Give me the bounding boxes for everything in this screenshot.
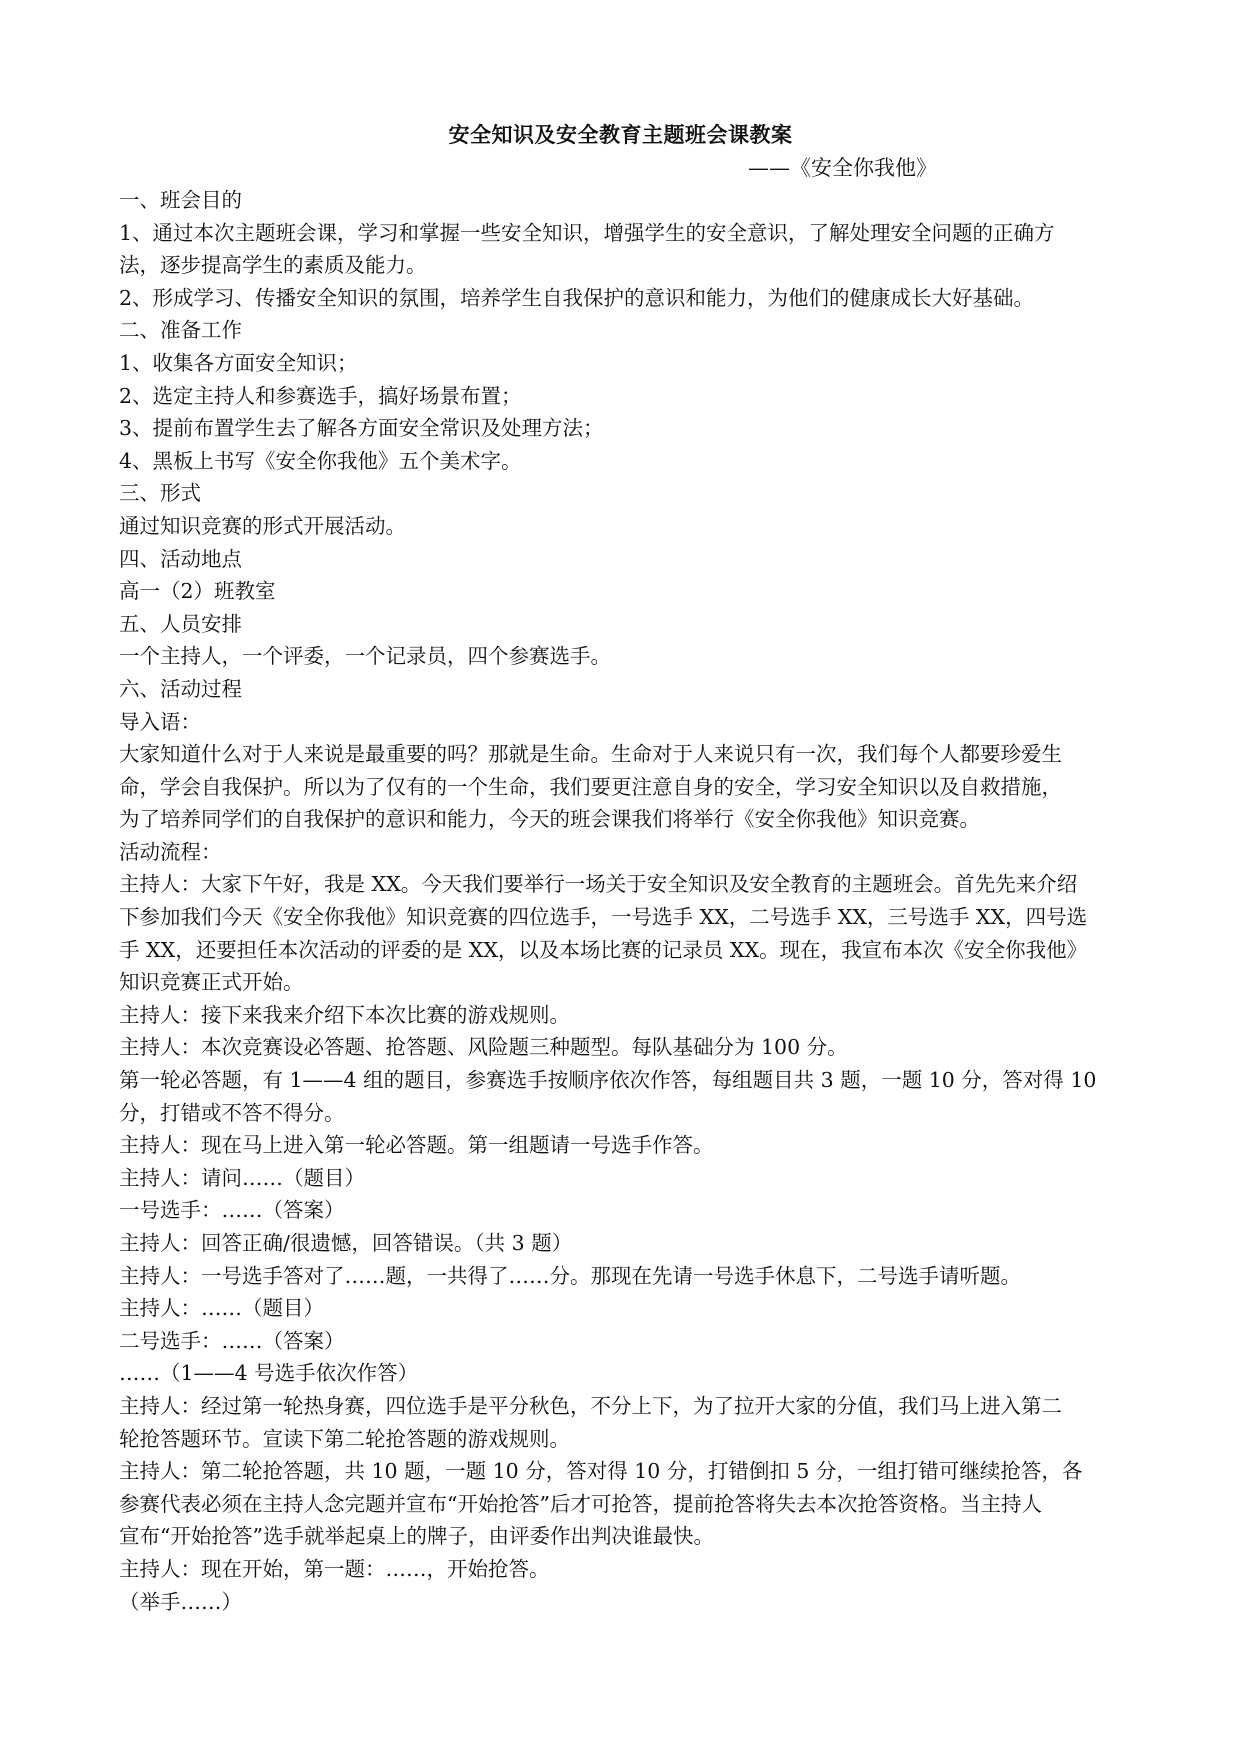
paragraph-line: 主持人：回答正确/很遗憾，回答错误。（共 3 题） (119, 1231, 573, 1255)
heading-location: 四、活动地点 (119, 546, 242, 571)
paragraph-line: 主持人：大家下午好，我是 XX。今天我们要举行一场关于安全知识及安全教育的主题班会。首先先来介绍 (119, 872, 1078, 897)
paragraph-line: 宣布“开始抢答”选手就举起桌上的牌子，由评委作出判决谁最快。 (119, 1524, 714, 1549)
paragraph-line: 一号选手：……（答案） (119, 1198, 345, 1223)
paragraph-line: 1、通过本次主题班会课，学习和掌握一些安全知识，增强学生的安全意识，了解处理安全问题的正确方 (119, 220, 1055, 245)
paragraph-line: 二号选手：……（答案） (119, 1328, 345, 1353)
paragraph-line: 知识竞赛正式开始。 (119, 970, 304, 995)
heading-objective: 一、班会目的 (119, 188, 242, 212)
paragraph-line: 4、黑板上书写《安全你我他》五个美术字。 (119, 448, 522, 473)
paragraph-line: 主持人：经过第一轮热身赛，四位选手是平分秋色，不分上下，为了拉开大家的分值，我们马上进入第二 (119, 1393, 1062, 1418)
paragraph-line: 通过知识竞赛的形式开展活动。 (119, 513, 406, 538)
paragraph-line: 法，逐步提高学生的素质及能力。 (119, 253, 427, 278)
paragraph-line: 主持人：一号选手答对了……题，一共得了……分。那现在先请一号选手休息下，二号选手请听题。 (119, 1263, 1021, 1288)
paragraph-line: 主持人：现在马上进入第一轮必答题。第一组题请一号选手作答。 (119, 1133, 714, 1158)
paragraph-line: 大家知道什么对于人来说是最重要的吗？那就是生命。生命对于人来说只有一次，我们每个人都要珍爱生 (119, 742, 1062, 767)
paragraph-line: 轮抢答题环节。宣读下第二轮抢答题的游戏规则。 (119, 1426, 570, 1451)
heading-process: 六、活动过程 (119, 676, 242, 701)
document-body (119, 184, 1127, 1618)
paragraph-line: 主持人：本次竞赛设必答题、抢答题、风险题三种题型。每队基础分为 100 分。 (119, 1035, 848, 1060)
paragraph-line: 活动流程： (119, 839, 222, 864)
heading-staffing: 五、人员安排 (119, 611, 242, 636)
paragraph-line: 导入语： (119, 709, 201, 734)
heading-format: 三、形式 (119, 481, 201, 506)
heading-preparation: 二、准备工作 (119, 318, 242, 343)
paragraph-line: 分，打错或不答不得分。 (119, 1100, 345, 1125)
paragraph-line: 主持人：接下来我来介绍下本次比赛的游戏规则。 (119, 1002, 570, 1027)
paragraph-line: 手 XX，还要担任本次活动的评委的是 XX，以及本场比赛的记录员 XX。现在，我宣布本次《安全你我他》 (119, 937, 1088, 962)
paragraph-line: 主持人：第二轮抢答题，共 10 题，一题 10 分，答对得 10 分，打错倒扣 5 分，一组打错可继续抢答，各 (119, 1459, 1083, 1484)
document-subtitle: ——《安全你我他》 (748, 156, 937, 180)
document-title: 安全知识及安全教育主题班会课教案 (448, 122, 793, 147)
paragraph-line: 主持人：请问……（题目） (119, 1165, 365, 1190)
paragraph-line: 一个主持人，一个评委，一个记录员，四个参赛选手。 (119, 644, 611, 669)
paragraph-line: 第一轮必答题，有 1——4 组的题目，参赛选手按顺序依次作答，每组题目共 3 题，一题 10 分，答对得 10 (119, 1068, 1097, 1093)
paragraph-line: 下参加我们今天《安全你我他》知识竞赛的四位选手，一号选手 XX，二号选手 XX，三号选手 XX，四号选 (119, 905, 1088, 930)
paragraph-line: 为了培养同学们的自我保护的意识和能力，今天的班会课我们将举行《安全你我他》知识竞赛。 (119, 807, 980, 832)
paragraph-line: ……（1——4 号选手依次作答） (119, 1361, 419, 1386)
paragraph-line: 命，学会自我保护。所以为了仅有的一个生命，我们要更注意自身的安全，学习安全知识以及自救措施， (119, 774, 1062, 799)
paragraph-line: （举手……） (119, 1589, 242, 1614)
paragraph-line: 高一（2）班教室 (119, 579, 276, 604)
paragraph-line: 2、选定主持人和参赛选手，搞好场景布置； (119, 383, 522, 408)
paragraph-line: 3、提前布置学生去了解各方面安全常识及处理方法； (119, 416, 604, 441)
paragraph-line: 1、收集各方面安全知识； (119, 350, 358, 375)
paragraph-line: 2、形成学习、传播安全知识的氛围，培养学生自我保护的意识和能力，为他们的健康成长大好基础。 (119, 285, 1035, 310)
paragraph-line: 主持人：……（题目） (119, 1296, 324, 1321)
paragraph-line: 主持人：现在开始，第一题：……，开始抢答。 (119, 1556, 550, 1581)
paragraph-line: 参赛代表必须在主持人念完题并宣布“开始抢答”后才可抢答，提前抢答将失去本次抢答资格。当主持人 (119, 1491, 1042, 1516)
